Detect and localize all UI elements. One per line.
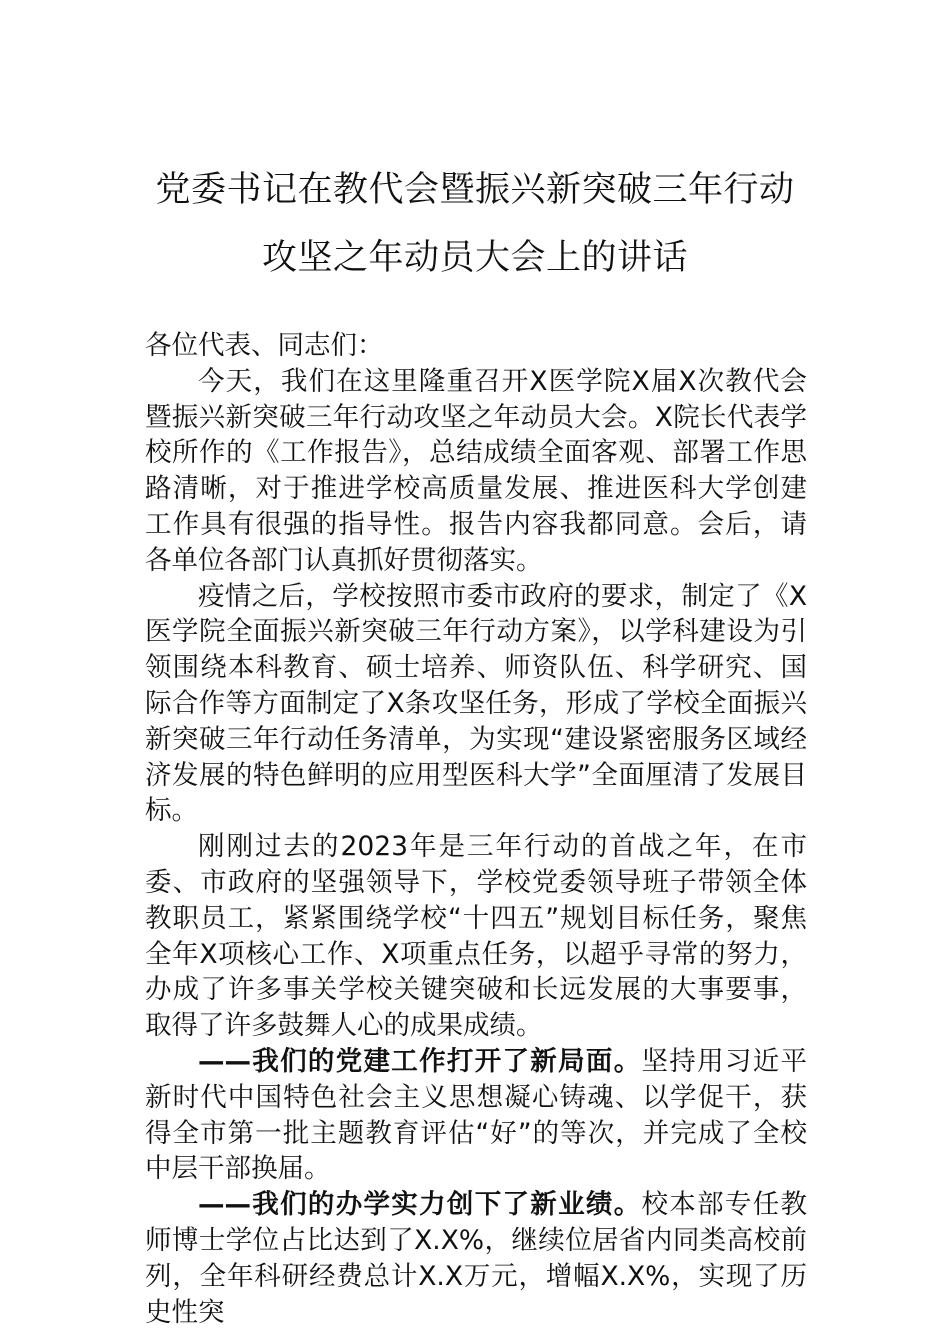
paragraph-action-plan: 疫情之后，学校按照市委市政府的要求，制定了《X医学院全面振兴新突破三年行动方案》，以学科建设为引领围绕本科教育、硕士培养、师资队伍、科学研究、国际合作等方面制定了X条攻坚任务，形成了学校全面振兴新突破三年行动任务清单，为实现“建设紧密服务区域经济发展的特色鲜明的应用型医科大学”全面厘清了发展目标。 (145, 580, 807, 827)
paragraph-school-strength (145, 1187, 807, 1330)
document-title-line-2: 攻坚之年动员大会上的讲话 (261, 238, 688, 278)
highlight-text-party-building: 坚持用习近平新时代中国特色社会主义思想凝心铸魂、以学促干，获得全市第一批主题教育评估“好”的等次，并完成了全校中层干部换届。 (145, 1045, 808, 1185)
paragraph-2023-review: 刚刚过去的2023年是三年行动的首战之年，在市委、市政府的坚强领导下，学校党委领导班子带领全体教职员工，紧紧围绕学校“十四五”规划目标任务，聚焦全年X项核心工作、X项重点任务，以超乎寻常的努力，办成了许多事关学校关键突破和长远发展的大事要事，取得了许多鼓舞人心的成果成绩。 (145, 831, 807, 1042)
highlight-lead-school-strength: ——我们的办学实力创下了新业绩。 (198, 1189, 642, 1221)
paragraph-party-building (145, 1044, 807, 1187)
highlight-lead-party-building: ——我们的党建工作打开了新局面。 (198, 1045, 642, 1077)
document-body (145, 328, 807, 1330)
salutation: 各位代表、同志们： (145, 330, 384, 361)
highlight-text-school-strength: 校本部专任教师博士学位占比达到了X.X%，继续位居省内同类高校前列，全年科研经费总计X.X万元，增幅X.X%，实现了历史性突 (145, 1189, 808, 1328)
document-title-line-1: 党委书记在教代会暨振兴新突破三年行动 (155, 170, 795, 210)
paragraph-opening: 今天，我们在这里隆重召开X医学院X届X次教代会暨振兴新突破三年行动攻坚之年动员大会。X院长代表学校所作的《工作报告》，总结成绩全面客观、部署工作思路清晰，对于推进学校高质量发展、推进医科大学创建工作具有很强的指导性。报告内容我都同意。会后，请各单位各部门认真抓好贯彻落实。 (145, 365, 807, 576)
